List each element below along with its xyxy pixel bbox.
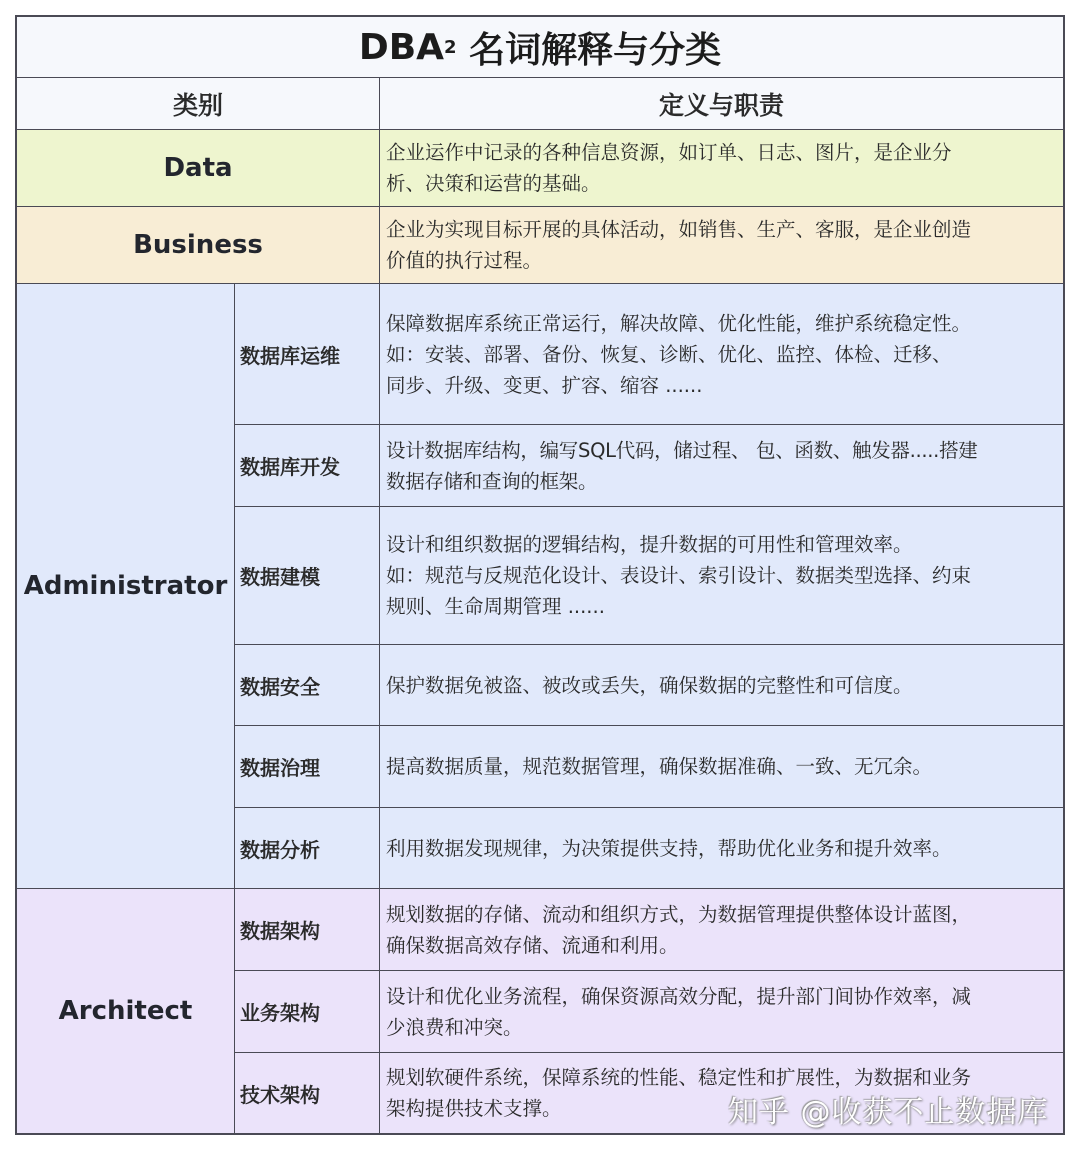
definition-db-ops: 保障数据库系统正常运行，解决故障、优化性能，维护系统稳定性。 如：安装、部署、备份、恢复、诊断、优化、监控、体检、迁移、 同步、升级、变更、扩容、缩容 ...... <box>380 284 1063 425</box>
category-administrator: Administrator <box>17 284 235 889</box>
definition-data-modeling: 设计和组织数据的逻辑结构，提升数据的可用性和管理效率。 如：规范与反规范化设计、表设计、索引设计、数据类型选择、约束 规则、生命周期管理 ...... <box>380 507 1063 645</box>
title-superscript: 2 <box>444 36 457 58</box>
definition-db-dev: 设计数据库结构，编写SQL代码，储过程、 包、函数、触发器.....搭建 数据存储和查询的框架。 <box>380 425 1063 507</box>
title-rest: 名词解释与分类 <box>456 29 722 71</box>
subcategory-data-architecture: 数据架构 <box>235 889 380 971</box>
definition-data: 企业运作中记录的各种信息资源，如订单、日志、图片，是企业分 析、决策和运营的基础。 <box>380 130 1063 207</box>
category-data: Data <box>17 130 380 207</box>
title-main: DBA <box>358 26 445 68</box>
definition-business: 企业为实现目标开展的具体活动，如销售、生产、客服，是企业创造 价值的执行过程。 <box>380 207 1063 284</box>
table-title <box>17 17 1063 78</box>
definition-data-governance: 提高数据质量，规范数据管理，确保数据准确、一致、无冗余。 <box>380 726 1063 808</box>
dba-classification-table <box>15 15 1065 1135</box>
definition-data-architecture: 规划数据的存储、流动和组织方式，为数据管理提供整体设计蓝图， 确保数据高效存储、流通和利用。 <box>380 889 1063 971</box>
definition-business-architecture: 设计和优化业务流程，确保资源高效分配，提升部门间协作效率，减 少浪费和冲突。 <box>380 971 1063 1053</box>
subcategory-tech-architecture: 技术架构 <box>235 1053 380 1133</box>
header-category: 类别 <box>17 78 380 130</box>
definition-data-analysis: 利用数据发现规律，为决策提供支持，帮助优化业务和提升效率。 <box>380 808 1063 889</box>
subcategory-db-ops: 数据库运维 <box>235 284 380 425</box>
watermark: 知乎 @收获不止数据库 <box>728 1095 1049 1130</box>
subcategory-data-governance: 数据治理 <box>235 726 380 808</box>
subcategory-data-security: 数据安全 <box>235 645 380 726</box>
definition-data-security: 保护数据免被盗、被改或丢失，确保数据的完整性和可信度。 <box>380 645 1063 726</box>
subcategory-db-dev: 数据库开发 <box>235 425 380 507</box>
definition-tech-architecture: 规划软硬件系统，保障系统的性能、稳定性和扩展性，为数据和业务 架构提供技术支撑。 <box>380 1053 1063 1133</box>
category-architect: Architect <box>17 889 235 1133</box>
category-business: Business <box>17 207 380 284</box>
subcategory-data-analysis: 数据分析 <box>235 808 380 889</box>
subcategory-data-modeling: 数据建模 <box>235 507 380 645</box>
header-definition: 定义与职责 <box>380 78 1063 130</box>
subcategory-business-architecture: 业务架构 <box>235 971 380 1053</box>
